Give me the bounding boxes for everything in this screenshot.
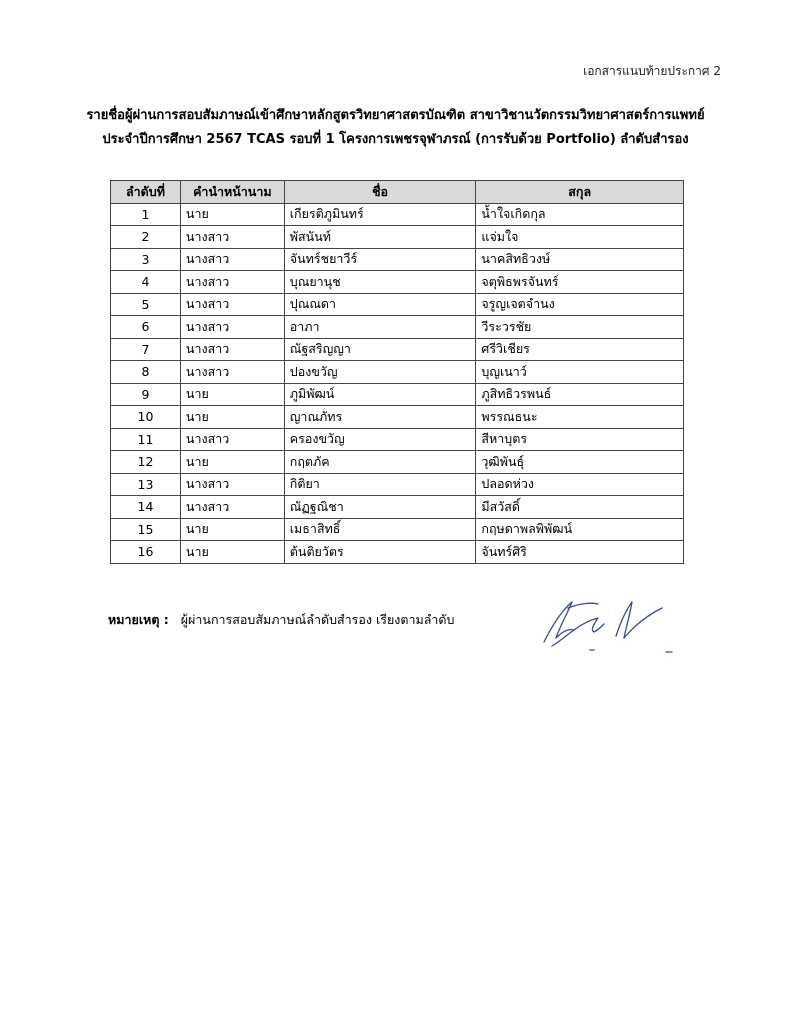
table-row [111, 428, 684, 451]
prefix-cell: นาย [180, 203, 284, 226]
last-name-cell: กฤษดาพลพิพัฒน์ [476, 518, 684, 541]
last-name-cell: วุฒิพันธุ์ [476, 451, 684, 474]
order-cell: 3 [111, 248, 181, 271]
order-cell: 5 [111, 293, 181, 316]
last-name-cell: ศรีวิเชียร [476, 338, 684, 361]
table-row [111, 518, 684, 541]
last-name-cell: จันทร์ศิริ [476, 541, 684, 564]
first-name-cell: ครองขวัญ [284, 428, 476, 451]
footnote-label: หมายเหตุ : [108, 612, 169, 627]
prefix-cell: นางสาว [180, 226, 284, 249]
order-cell: 4 [111, 271, 181, 294]
table-row [111, 451, 684, 474]
last-name-cell: พรรณธนะ [476, 406, 684, 429]
first-name-cell: ภูมิพัฒน์ [284, 383, 476, 406]
last-name-cell: มีสวัสดิ์ [476, 496, 684, 519]
first-name-cell: กฤตภัค [284, 451, 476, 474]
table-header-row [111, 181, 684, 204]
page-subtitle: ประจำปีการศึกษา 2567 TCAS รอบที่ 1 โครงการเพชรจุฬาภรณ์ (การรับด้วย Portfolio) ลำดับสำรอง [102, 132, 689, 147]
order-cell: 15 [111, 518, 181, 541]
table-row [111, 406, 684, 429]
prefix-cell: นางสาว [180, 473, 284, 496]
table-row [111, 496, 684, 519]
order-cell: 12 [111, 451, 181, 474]
prefix-cell: นางสาว [180, 496, 284, 519]
prefix-cell: นางสาว [180, 316, 284, 339]
table-row [111, 293, 684, 316]
prefix-cell: นาย [180, 518, 284, 541]
prefix-cell: นางสาว [180, 361, 284, 384]
order-cell: 6 [111, 316, 181, 339]
order-cell: 10 [111, 406, 181, 429]
table-row [111, 248, 684, 271]
first-name-cell: ต้นติยวัตร [284, 541, 476, 564]
page-title: รายชื่อผู้ผ่านการสอบสัมภาษณ์เข้าศึกษาหลักสูตรวิทยาศาสตรบัณฑิต สาขาวิชานวัตกรรมวิทยาศาสตร์การแพทย์ [86, 108, 705, 123]
last-name-cell: น้ำใจเกิดกุล [476, 203, 684, 226]
table-row [111, 383, 684, 406]
table-row [111, 541, 684, 564]
first-name-cell: ปุณณดา [284, 293, 476, 316]
footnote [108, 610, 454, 630]
first-name-cell: บุณยานุช [284, 271, 476, 294]
order-cell: 11 [111, 428, 181, 451]
order-cell: 8 [111, 361, 181, 384]
first-name-cell: กิติยา [284, 473, 476, 496]
table-row [111, 271, 684, 294]
signature-image [538, 590, 678, 660]
table-body [111, 203, 684, 563]
last-name-cell: จรูญเจตจำนง [476, 293, 684, 316]
table-row [111, 226, 684, 249]
table-row [111, 338, 684, 361]
table-row [111, 203, 684, 226]
order-cell: 9 [111, 383, 181, 406]
prefix-cell: นางสาว [180, 293, 284, 316]
first-name-cell: เมธาสิทธิ์ [284, 518, 476, 541]
prefix-cell: นางสาว [180, 248, 284, 271]
order-cell: 13 [111, 473, 181, 496]
column-header-first-name: ชื่อ [284, 181, 476, 204]
order-cell: 7 [111, 338, 181, 361]
prefix-cell: นางสาว [180, 338, 284, 361]
document-reference: เอกสารแนบท้ายประกาศ 2 [583, 64, 721, 78]
last-name-cell: วีระวรชัย [476, 316, 684, 339]
first-name-cell: ปองขวัญ [284, 361, 476, 384]
last-name-cell: บุญเนาว์ [476, 361, 684, 384]
prefix-cell: นางสาว [180, 271, 284, 294]
prefix-cell: นาย [180, 383, 284, 406]
first-name-cell: ณัฐสริญญา [284, 338, 476, 361]
last-name-cell: ภูสิทธิวรพนธ์ [476, 383, 684, 406]
first-name-cell: จันทร์ชยาวีร์ [284, 248, 476, 271]
first-name-cell: ญาณภัทร [284, 406, 476, 429]
candidate-table [110, 180, 684, 564]
first-name-cell: ณัฏฐณิชา [284, 496, 476, 519]
first-name-cell: เกียรติภูมินทร์ [284, 203, 476, 226]
last-name-cell: แจ่มใจ [476, 226, 684, 249]
table-row [111, 316, 684, 339]
order-cell: 16 [111, 541, 181, 564]
order-cell: 2 [111, 226, 181, 249]
last-name-cell: ปลอดห่วง [476, 473, 684, 496]
last-name-cell: จตุพิธพรจันทร์ [476, 271, 684, 294]
first-name-cell: พัสนันท์ [284, 226, 476, 249]
first-name-cell: อาภา [284, 316, 476, 339]
order-cell: 1 [111, 203, 181, 226]
column-header-last-name: สกุล [476, 181, 684, 204]
table-row [111, 361, 684, 384]
footnote-text: ผู้ผ่านการสอบสัมภาษณ์ลำดับสำรอง เรียงตามลำดับ [180, 612, 455, 627]
column-header-order: ลำดับที่ [111, 181, 181, 204]
last-name-cell: สีหาบุตร [476, 428, 684, 451]
prefix-cell: นาย [180, 451, 284, 474]
table-row [111, 473, 684, 496]
last-name-cell: นาคสิทธิวงษ์ [476, 248, 684, 271]
prefix-cell: นาย [180, 541, 284, 564]
prefix-cell: นาย [180, 406, 284, 429]
prefix-cell: นางสาว [180, 428, 284, 451]
order-cell: 14 [111, 496, 181, 519]
column-header-prefix: คำนำหน้านาม [180, 181, 284, 204]
